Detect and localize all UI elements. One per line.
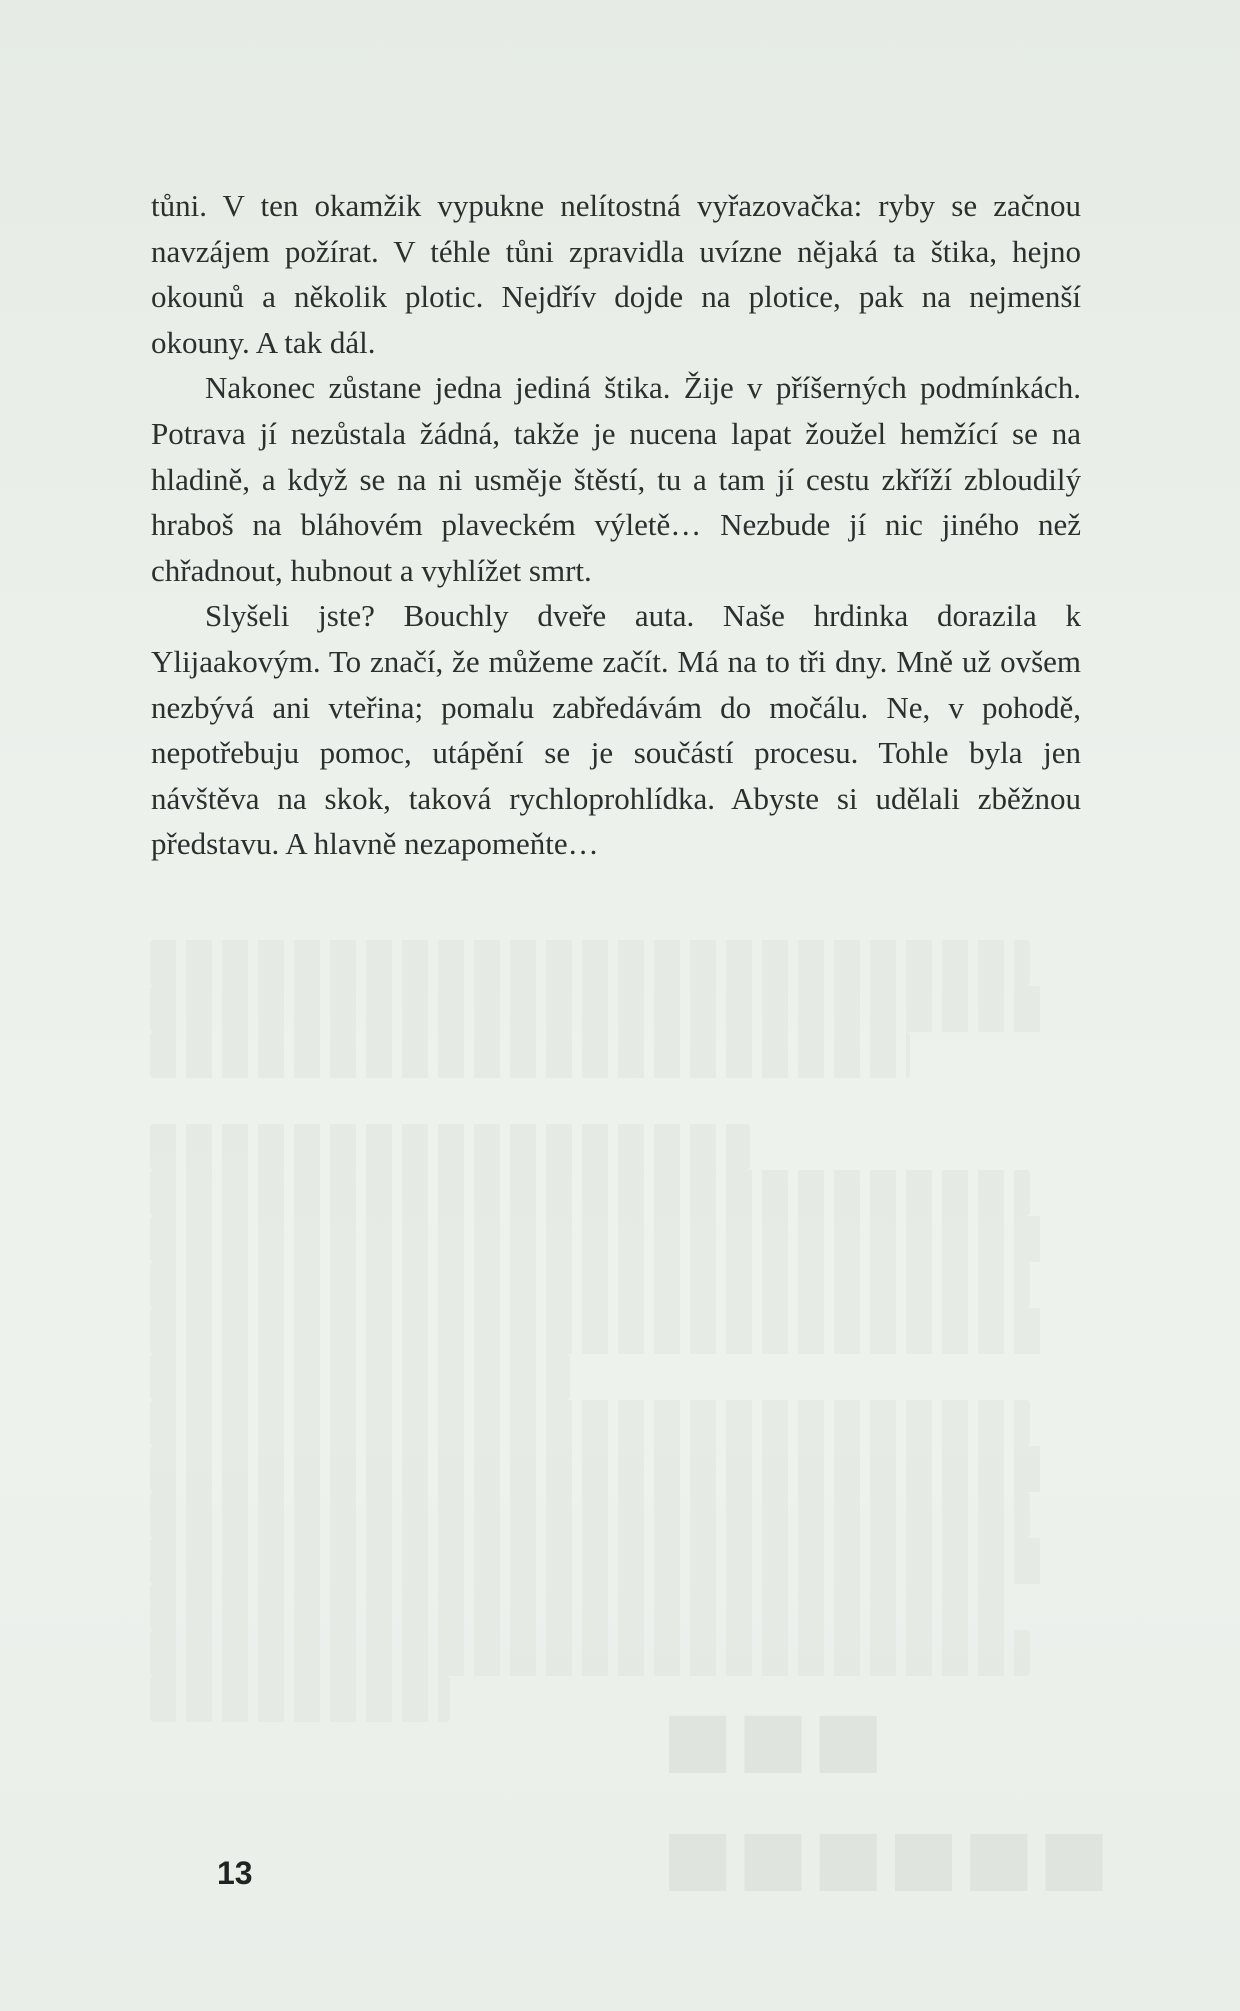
show-through-heading: ■■■■■■ ■■■ <box>658 1683 1110 1933</box>
page-number: 13 <box>217 1855 253 1891</box>
paragraph: Nakonec zůstane jedna jediná štika. Žije v příšerných podmínkách. Potrava jí nezůstala žádná, takže je nucena lapat žoužel hemžící se na hladině, a když se na ni usměje štěstí, tu a tam jí cestu zkříží zbloudilý hraboš na bláhovém plaveckém výletě… Nezbude jí nic jiného než chřadnout, hubnout a vyhlížet smrt. <box>151 370 1081 588</box>
paragraph: tůni. V ten okamžik vypukne nelítostná vyřazovačka: ryby se začnou navzájem požírat. V téhle tůni zpravidla uvízne nějaká ta štika, hejno okounů a několik plotic. Nejdřív dojde na plotice, pak na nejmenší okouny. A tak dál. <box>151 188 1081 360</box>
show-through-text <box>150 940 1090 1722</box>
body-text <box>151 183 1081 867</box>
paragraph: Slyšeli jste? Bouchly dveře auta. Naše hrdinka dorazila k Ylijaakovým. To značí, že můžeme začít. Má na to tři dny. Mně už ovšem nezbývá ani vteřina; pomalu zabředávám do močálu. Ne, v pohodě, nepotřebuju pomoc, utápění se je součástí procesu. Tohle byla jen návštěva na skok, taková rychloprohlídka. Abyste si udělali zběžnou představu. A hlavně nezapomeňte… <box>151 598 1081 862</box>
